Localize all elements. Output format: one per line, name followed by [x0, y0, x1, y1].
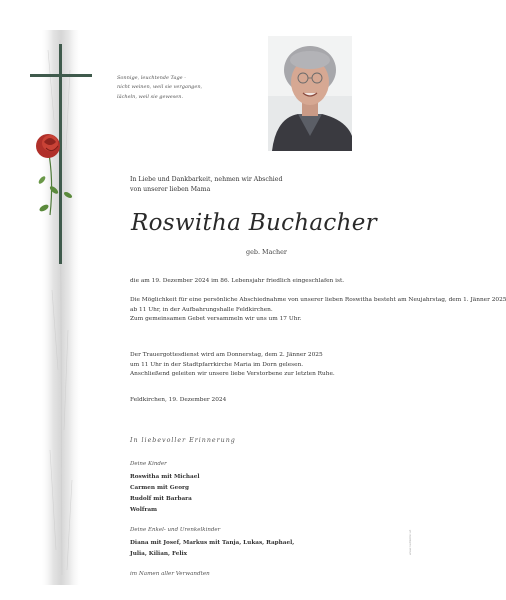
- list-item: Roswitha mit Michael: [130, 474, 200, 480]
- service-text: Der Trauergottesdienst wird am Donnerstag, dem 2. Jänner 2025: [130, 352, 323, 358]
- list-item: Diana mit Josef, Markus mit Tanja, Lukas, Raphael,: [130, 540, 295, 546]
- intro-text: [130, 175, 282, 195]
- place-date-text: Feldkirchen, 19. Dezember 2024: [130, 397, 227, 403]
- death-line: die am 19. Dezember 2024 im 86. Lebensjahr friedlich eingeschlafen ist.: [130, 278, 345, 284]
- memorial-quote: [117, 74, 247, 102]
- portrait-photo: [268, 36, 352, 151]
- children-list: [130, 472, 200, 516]
- intro-line: von unserer lieben Mama: [130, 186, 211, 193]
- birth-name: geb. Macher: [246, 248, 287, 256]
- grandchildren-label: Deine Enkel- und Urenkelkinder: [130, 527, 221, 533]
- intro-line: In Liebe und Dankbarkeit, nehmen wir Abschied: [130, 176, 283, 183]
- farewell-paragraph: [130, 296, 506, 325]
- decorative-cross-strip: [40, 30, 82, 585]
- quote-line: lächeln, weil sie gewesen.: [117, 93, 184, 100]
- list-item: Julia, Kilian, Felix: [130, 551, 188, 557]
- all-relatives: im Namen aller Verwandten: [130, 571, 210, 577]
- closing-heading: In liebevoller Erinnerung: [130, 437, 236, 444]
- death-notice: [130, 277, 368, 287]
- service-paragraph: [130, 351, 368, 380]
- service-text: um 11 Uhr in der Stadtpfarrkirche Maria im Dorn gelesen.: [130, 361, 304, 368]
- children-label: Deine Kinder: [130, 461, 167, 467]
- list-item: Carmen mit Georg: [130, 485, 189, 491]
- quote-line: Sonnige, leuchtende Tage -: [117, 75, 186, 81]
- farewell-text: ab 11 Uhr, in der Aufbahrungshalle Feldkirchen.: [130, 306, 273, 313]
- cross-rose-illustration: [40, 30, 82, 585]
- farewell-text: Zum gemeinsamen Gebet versammeln wir uns um 17 Uhr.: [130, 316, 302, 322]
- place-date: [130, 396, 368, 406]
- quote-line: nicht weinen, weil sie vergangen,: [117, 84, 203, 91]
- grandchildren-list: [130, 538, 294, 560]
- side-note: www.radlkofer.at: [408, 529, 412, 555]
- deceased-name: Roswitha Buchacher: [131, 210, 377, 236]
- list-item: Wolfram: [130, 507, 158, 513]
- farewell-text: Die Möglichkeit für eine persönliche Abschiednahme von unserer lieben Roswitha besteht am Neujahrstag, dem 1. Jänner 2025: [130, 297, 506, 303]
- service-text: Anschließend geleiten wir unsere liebe Verstorbene zur letzten Ruhe.: [130, 371, 335, 377]
- list-item: Rudolf mit Barbara: [130, 496, 192, 502]
